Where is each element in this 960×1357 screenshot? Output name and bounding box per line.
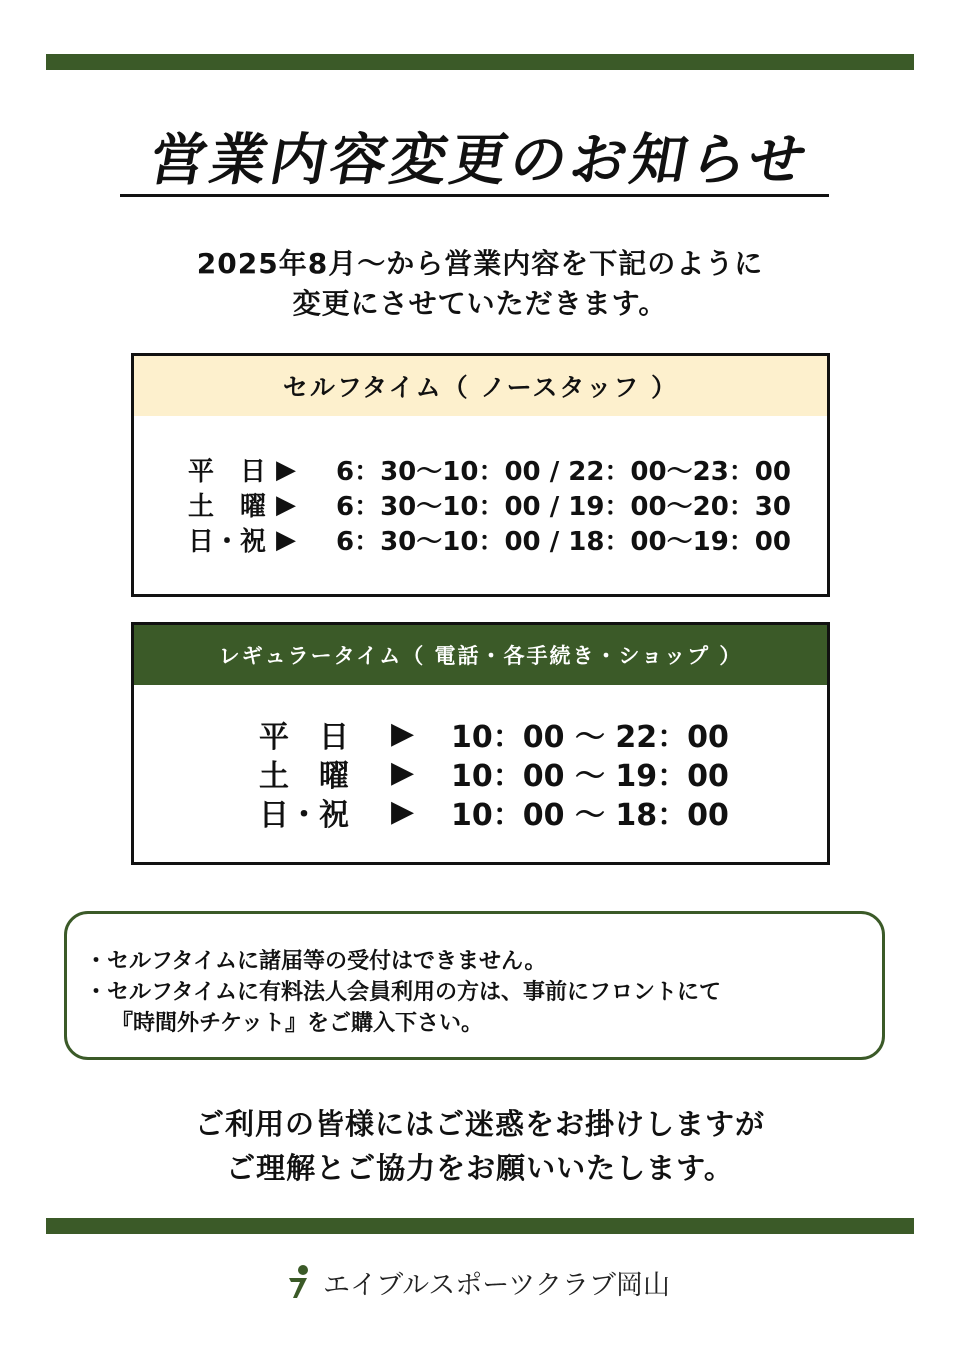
hours-value: 6：30～10：00 / 22：00～23：00 (336, 457, 791, 487)
lead-line-2: 変更にさせていただきます。 (292, 287, 668, 320)
notes-box (64, 911, 885, 1060)
self-time-heading: セルフタイム（ ノースタッフ ） (134, 356, 827, 416)
closing-line-1: ご利用の皆様にはご迷惑をお掛けしますが (194, 1107, 765, 1141)
schedule-row-weekday (188, 452, 791, 487)
arrow-icon: ▶ (391, 716, 415, 751)
day-label: 平 日 (188, 457, 267, 487)
schedule-row-saturday (188, 487, 791, 522)
bottom-decorative-bar (46, 1218, 914, 1234)
day-label: 土 曜 (188, 492, 267, 522)
running-figure-icon (283, 1264, 315, 1300)
schedule-row-holiday (188, 522, 791, 557)
schedule-row-saturday (259, 753, 729, 792)
arrow-icon: ▶ (276, 454, 296, 485)
lead-text (0, 244, 960, 324)
day-label: 土 曜 (259, 758, 349, 794)
day-label: 日・祝 (188, 527, 267, 557)
arrow-icon: ▶ (276, 489, 296, 520)
regular-time-heading: レギュラータイム（ 電話・各手続き・ショップ ） (134, 625, 827, 685)
arrow-icon: ▶ (391, 794, 415, 829)
schedule-row-holiday (259, 792, 729, 831)
top-decorative-bar (46, 54, 914, 70)
club-logo (283, 1262, 670, 1302)
day-label: 日・祝 (259, 797, 349, 833)
self-time-box (131, 353, 830, 597)
hours-value: 10：00 ～ 19：00 (451, 758, 729, 794)
hours-value: 10：00 ～ 22：00 (451, 719, 729, 755)
note-item: ・セルフタイムに有料法人会員利用の方は、事前にフロントにて (85, 980, 722, 1005)
day-label: 平 日 (259, 719, 349, 755)
hours-value: 6：30～10：00 / 18：00～19：00 (336, 527, 791, 557)
regular-time-box (131, 622, 830, 865)
closing-line-2: ご理解とご協力をお願いいたします。 (226, 1151, 734, 1185)
closing-text (0, 1102, 960, 1190)
arrow-icon: ▶ (276, 524, 296, 555)
schedule-row-weekday (259, 714, 729, 753)
note-item: ・セルフタイムに諸届等の受付はできません。 (85, 949, 547, 974)
note-item: 『時間外チケット』をご購入下さい。 (111, 1011, 484, 1036)
regular-time-schedule (259, 714, 729, 831)
logo-text: エイブルスポーツクラブ岡山 (323, 1269, 670, 1301)
self-time-schedule (188, 452, 791, 557)
lead-line-1: 2025年8月～から営業内容を下記のように (196, 247, 764, 280)
hours-value: 6：30～10：00 / 19：00～20：30 (336, 492, 791, 522)
arrow-icon: ▶ (391, 755, 415, 790)
title-underline (120, 194, 829, 197)
notice-title: 営業内容変更のお知らせ (145, 127, 815, 193)
hours-value: 10：00 ～ 18：00 (451, 797, 729, 833)
